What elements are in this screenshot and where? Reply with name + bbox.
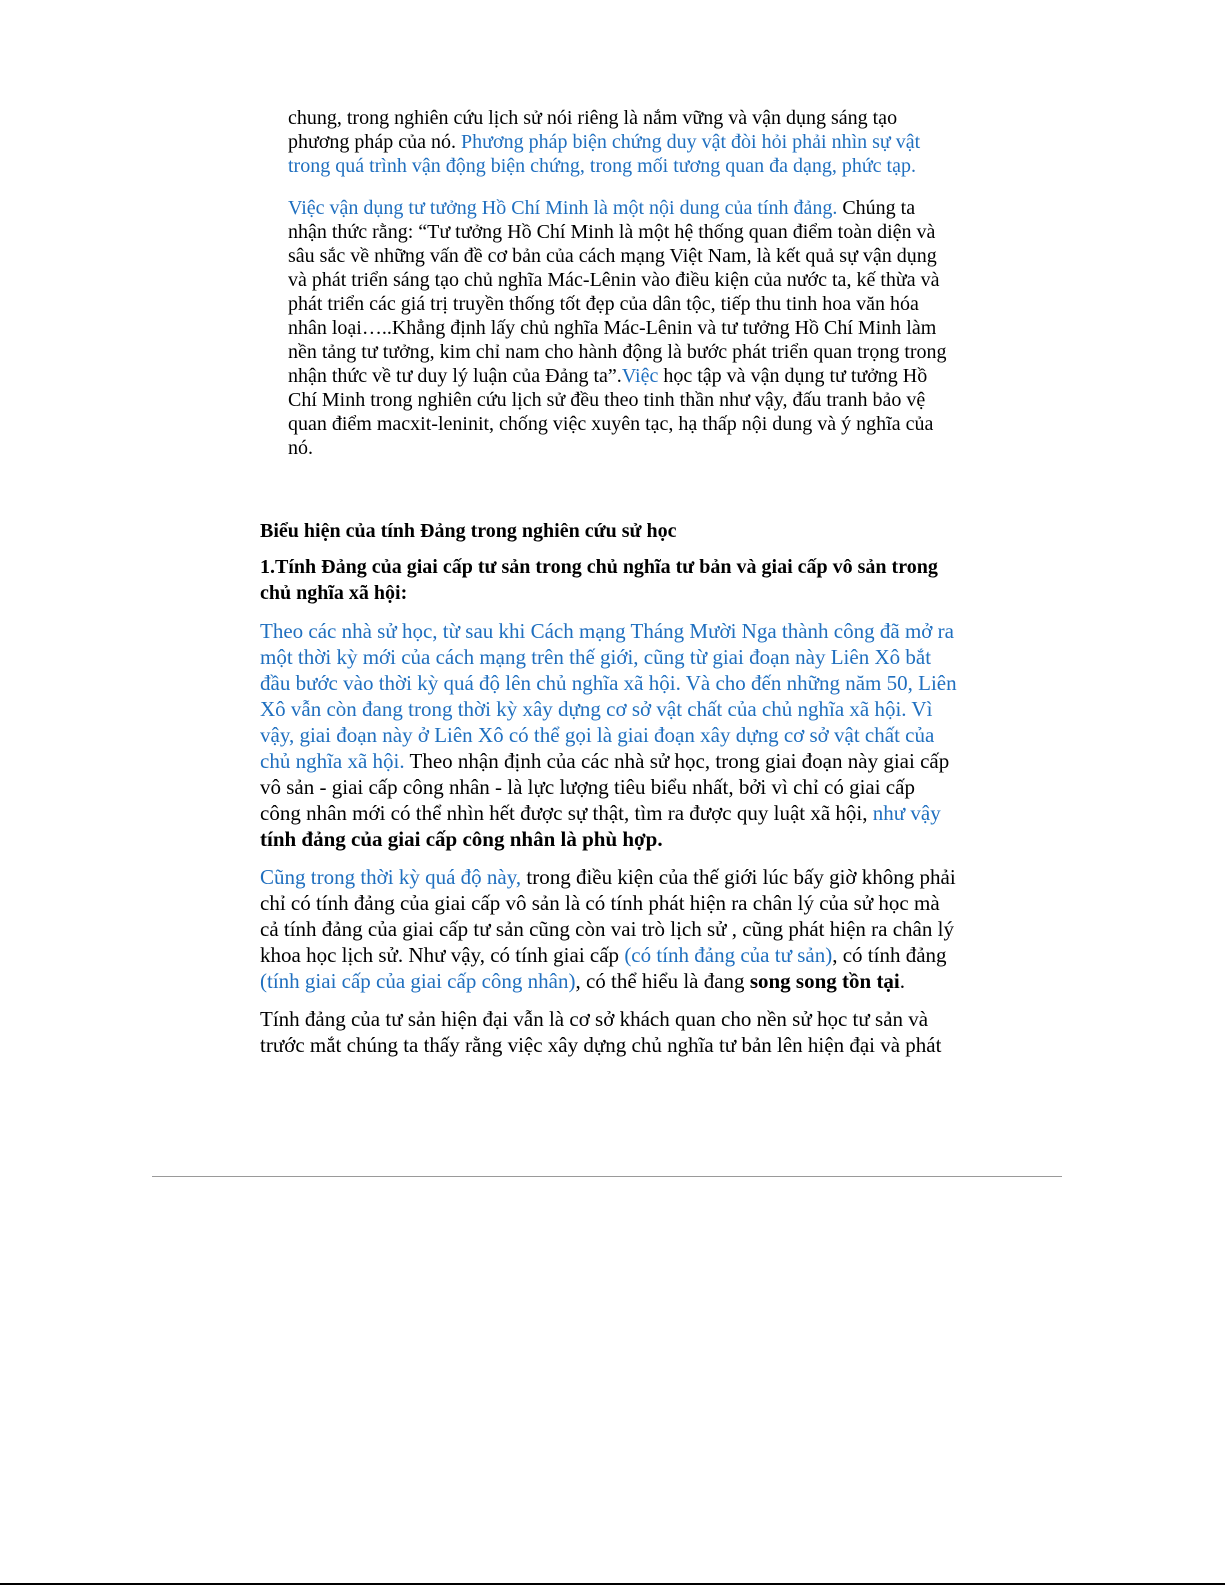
bold-text: tính đảng của giai cấp công nhân là phù hợp. [260, 827, 663, 851]
paragraph-soviet-period [260, 618, 960, 852]
section-heading: Biểu hiện của tính Đảng trong nghiên cứu sử học [260, 520, 677, 542]
text-run: Chúng ta nhận thức rằng: “Tư tưởng Hồ Chí Minh là một hệ thống quan điểm toàn diện và sâu sắc về những vấn đề cơ bản của cách mạng Việt Nam, là kết quả sự vận dụng và phát triển sáng tạo chủ nghĩa Mác-Lênin vào điều kiện của nước ta, kế thừa và phát triển các giá trị truyền thống tốt đẹp của dân tộc, tiếp thu tinh hoa văn hóa nhân loại…..Khẳng định lấy chủ nghĩa Mác-Lênin và tư tưởng Hồ Chí Minh làm nền tảng tư tưởng, kim chỉ nam cho hành động là bước phát triển quan trọng trong nhận thức về tư duy lý luận của Đảng ta”. [288, 197, 947, 387]
highlighted-text: Phương pháp biện chứng duy vật đòi hỏi phải nhìn sự vật trong quá trình vận động biện chứng, trong mối tương quan đa dạng, phức tạp. [288, 131, 921, 177]
highlighted-text: (tính giai cấp của giai cấp công nhân) [260, 969, 576, 993]
text-run: Theo nhận định của các nhà sử học, trong giai đoạn này giai cấp vô sản - giai cấp công nhân - là lực lượng tiêu biểu nhất, bởi vì chỉ có giai cấp công nhân mới có thể nhìn hết được sự thật, tìm ra được quy luật xã hội, [260, 749, 950, 825]
paragraph-modern-bourgeois: Tính đảng của tư sản hiện đại vẫn là cơ sở khách quan cho nền sử học tư sản và trước mắt chúng ta thấy rằng việc xây dựng chủ nghĩa tư bản lên hiện đại và phát [260, 1007, 942, 1057]
indented-quote-section [288, 106, 958, 460]
highlighted-text: Việc vận dụng tư tưởng Hồ Chí Minh là một nội dung của tính đảng. [288, 197, 838, 219]
text-run: , có tính đảng [832, 943, 947, 967]
text-run: , có thể hiểu là đang [575, 969, 750, 993]
subsection-heading: 1.Tính Đảng của giai cấp tư sản trong chủ nghĩa tư bản và giai cấp vô sản trong chủ nghĩa xã hội: [260, 556, 938, 604]
highlighted-text: Cũng trong thời kỳ quá độ này, [260, 865, 522, 889]
highlighted-text: như vậy [872, 801, 941, 825]
text-run: . [899, 969, 906, 993]
text-run: học tập và vận dụng tư tưởng Hồ Chí Minh trong nghiên cứu lịch sử đều theo tinh thần như vậy, đấu tranh bảo vệ quan điểm macxit-leninit, chống việc xuyên tạc, hạ thấp nội dung và ý nghĩa của nó. [288, 365, 934, 459]
bold-text: song song tồn tại [749, 969, 900, 993]
highlighted-text: (có tính đảng của tư sản) [624, 943, 833, 967]
highlighted-text: Theo các nhà sử học, từ sau khi Cách mạng Tháng Mười Nga thành công đã mở ra một thời kỳ mới của cách mạng trên thế giới, cũng từ giai đoạn này Liên Xô bắt đầu bước vào thời kỳ quá độ lên chủ nghĩa xã hội. Và cho đến những năm 50, Liên Xô vẫn còn đang trong thời kỳ xây dựng cơ sở vật chất của chủ nghĩa xã hội. Vì vậy, giai đoạn này ở Liên Xô có thể gọi là giai đoạn xây dựng cơ sở vật chất của chủ nghĩa xã hội. [260, 619, 957, 773]
text-run: chung, trong nghiên cứu lịch sử nói riêng là nắm vững và vận dụng sáng tạo phương pháp của nó. [288, 107, 898, 153]
paragraph-ho-chi-minh-thought [288, 196, 958, 460]
paragraph-method [288, 106, 958, 178]
page-divider [152, 1176, 1062, 1177]
spacer [260, 478, 960, 518]
paragraph-transition-period [260, 864, 960, 994]
text-run: trong điều kiện của thế giới lúc bấy giờ không phải chỉ có tính đảng của giai cấp vô sản là có tính phát hiện ra chân lý của sử học mà cả tính đảng của giai cấp tư sản cũng còn vai trò lịch sử , cũng phát hiện ra chân lý khoa học lịch sử. Như vậy, có tính giai cấp [260, 865, 956, 967]
highlighted-text: Việc [621, 365, 659, 387]
document-page [260, 106, 960, 1070]
